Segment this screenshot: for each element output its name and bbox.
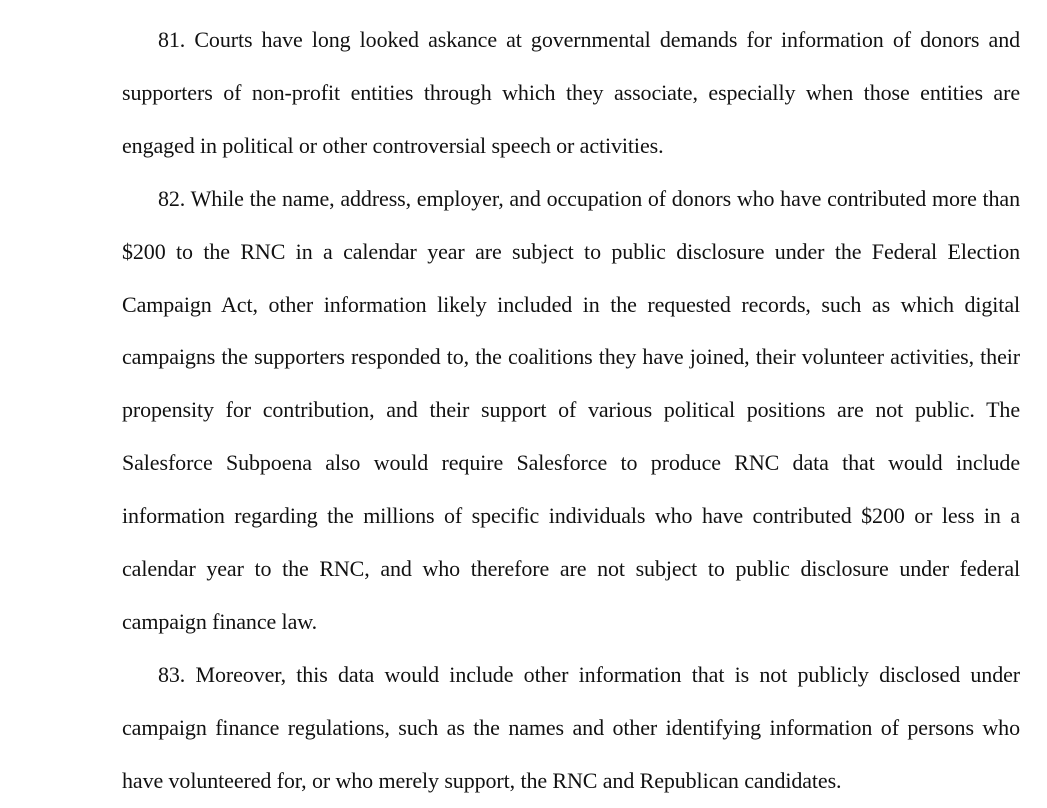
paragraph-number: 83. xyxy=(158,661,186,687)
paragraph-83 xyxy=(122,649,1020,808)
document-page xyxy=(122,14,1020,808)
paragraph-text: While the name, address, employer, and occupation of donors who have contributed more than $200 to the RNC in a calendar year are subject to public disclosure under the Federal Election Campaign Act, other information likely included in the requested records, such as which digital campaigns the supporters responded to, the coalitions they have joined, their volunteer activities, their propensity for contribution, and their support of various political positions are not public. The Salesforce Subpoena also would require Salesforce to produce RNC data that would include information regarding the millions of specific individuals who have contributed $200 or less in a calendar year to the RNC, and who therefore are not subject to public disclosure under federal campaign finance law. xyxy=(122,185,1020,634)
paragraph-text: Courts have long looked askance at governmental demands for information of donors and supporters of non-profit entities through which they associate, especially when those entities are engaged in political or other controversial speech or activities. xyxy=(122,27,1020,158)
paragraph-number: 81. xyxy=(158,27,186,52)
paragraph-number: 82. xyxy=(158,185,186,211)
paragraph-81 xyxy=(122,14,1020,173)
paragraph-82 xyxy=(122,173,1020,649)
paragraph-text: Moreover, this data would include other information that is not publicly disclosed under campaign finance regulations, such as the names and other identifying information of persons who have volunteered for, or who merely support, the RNC and Republican candidates. xyxy=(122,661,1020,793)
